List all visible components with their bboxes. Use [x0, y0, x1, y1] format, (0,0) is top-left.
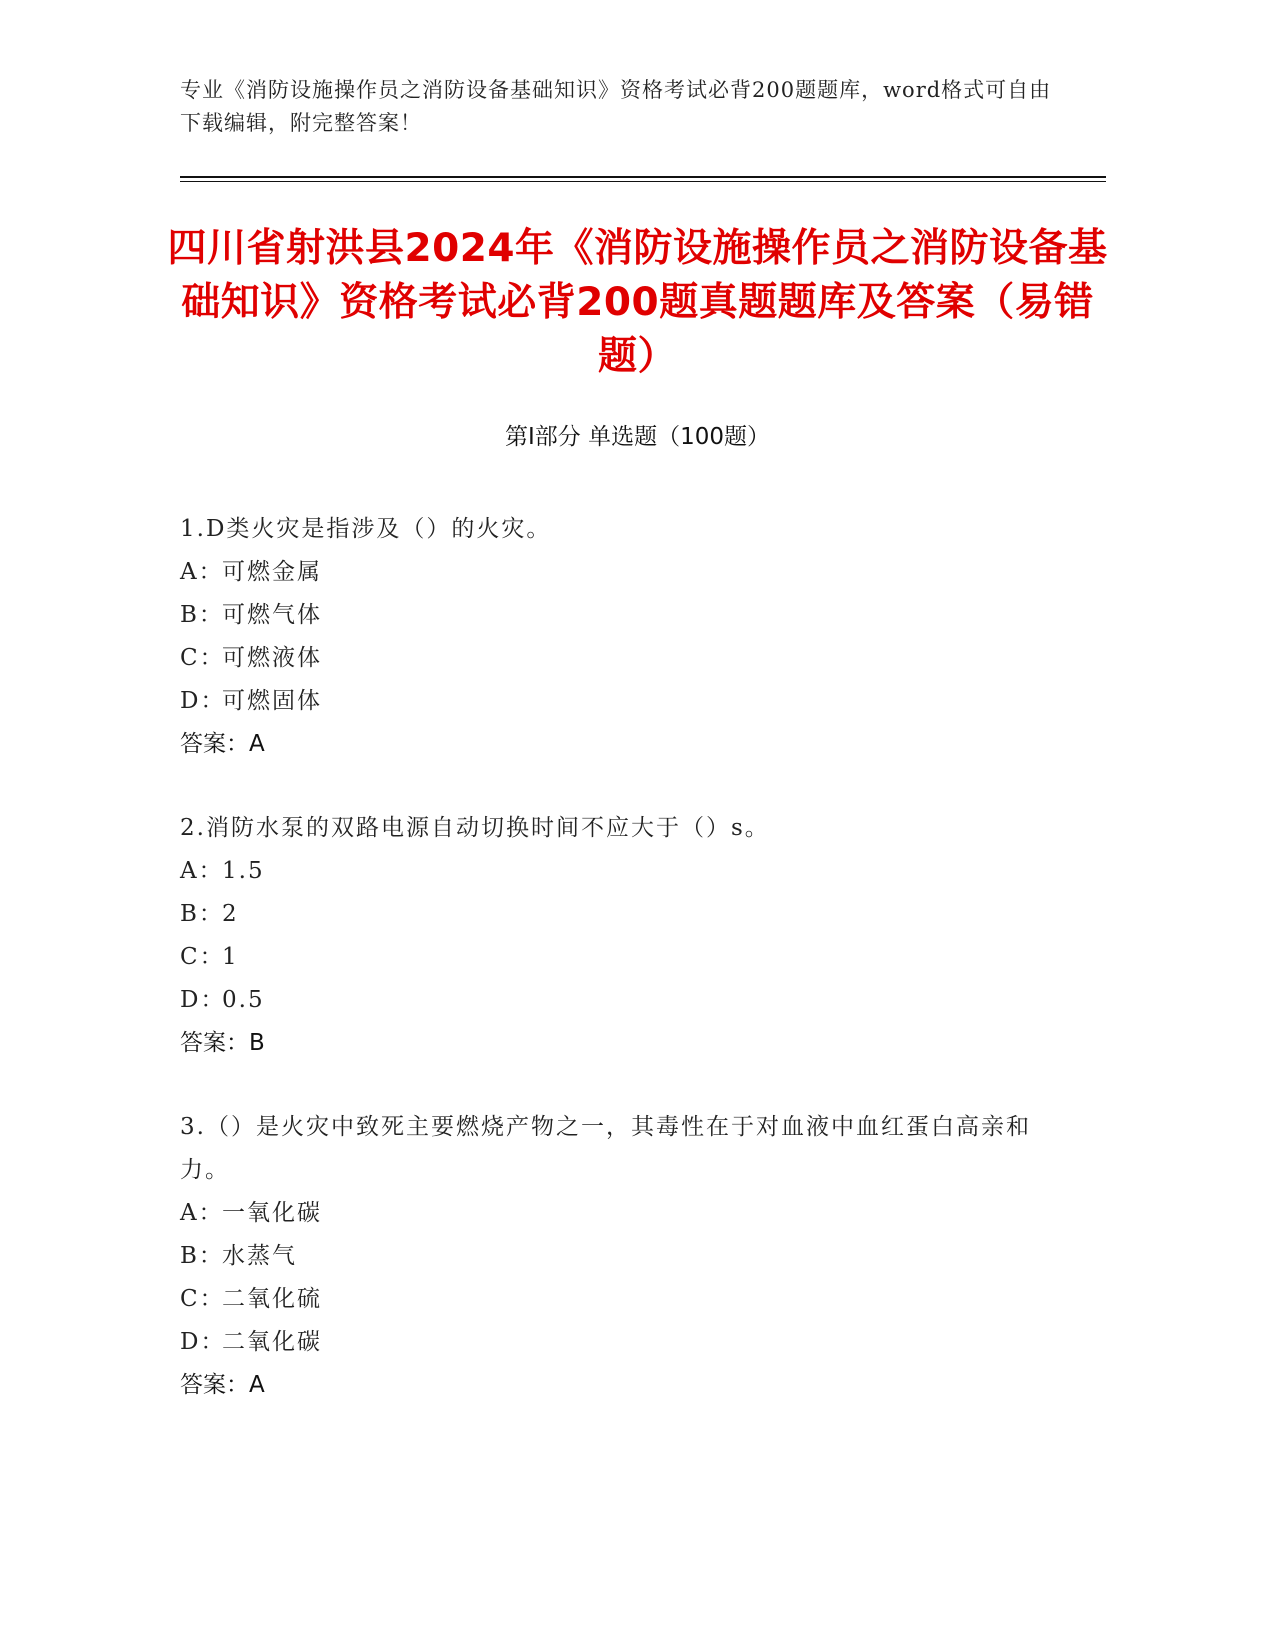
answer-line: 答案：A: [180, 1372, 265, 1398]
option-key: B：: [180, 1243, 224, 1269]
header-divider-thin: [180, 181, 1106, 182]
option-key: B：: [180, 602, 224, 628]
option-key: D：: [180, 987, 226, 1013]
option-text: 可燃液体: [222, 645, 322, 671]
option-b: [180, 1235, 1040, 1278]
option-text: 2: [222, 901, 239, 927]
option-key: D：: [180, 688, 226, 714]
option-key: A：: [180, 559, 224, 585]
option-text: 二氧化碳: [222, 1329, 322, 1355]
option-text: 一氧化碳: [222, 1200, 322, 1226]
option-d: [180, 1321, 1040, 1364]
answer-line: 答案：A: [180, 731, 265, 757]
option-text: 水蒸气: [222, 1243, 297, 1269]
option-key: D：: [180, 1329, 226, 1355]
option-text: 1.5: [222, 858, 265, 884]
answer-line: 答案：B: [180, 1030, 265, 1056]
question-2: [180, 807, 1040, 1065]
option-d: [180, 680, 1040, 723]
option-a: [180, 1192, 1040, 1235]
question-stem: 1.D类火灾是指涉及（）的火灾。: [180, 516, 552, 542]
header-divider-thick: [180, 176, 1106, 178]
option-c: [180, 936, 1040, 979]
option-text: 0.5: [222, 987, 265, 1013]
document-title: 四川省射洪县2024年《消防设施操作员之消防设备基础知识》资格考试必背200题真题题库及答案（易错题）: [167, 226, 1108, 379]
question-1: [180, 508, 1040, 766]
question-stem: 2.消防水泵的双路电源自动切换时间不应大于（）s。: [180, 815, 770, 841]
option-text: 二氧化硫: [222, 1286, 322, 1312]
option-key: C：: [180, 645, 225, 671]
option-key: A：: [180, 858, 224, 884]
option-key: A：: [180, 1200, 224, 1226]
question-list: [180, 508, 1040, 1448]
option-c: [180, 1278, 1040, 1321]
option-key: B：: [180, 901, 224, 927]
option-a: [180, 850, 1040, 893]
option-d: [180, 979, 1040, 1022]
option-key: C：: [180, 1286, 225, 1312]
option-b: [180, 594, 1040, 637]
question-3: [180, 1106, 1040, 1407]
header-note: 专业《消防设施操作员之消防设备基础知识》资格考试必背200题题库，word格式可自由下载编辑，附完整答案！: [180, 78, 1052, 135]
option-text: 可燃金属: [222, 559, 322, 585]
option-text: 1: [222, 944, 239, 970]
option-c: [180, 637, 1040, 680]
option-text: 可燃气体: [222, 602, 322, 628]
option-a: [180, 551, 1040, 594]
question-stem: 3.（）是火灾中致死主要燃烧产物之一，其毒性在于对血液中血红蛋白高亲和力。: [180, 1114, 1031, 1183]
section-heading: 第Ⅰ部分 单选题（100题）: [505, 424, 770, 450]
option-key: C：: [180, 944, 225, 970]
option-text: 可燃固体: [222, 688, 322, 714]
option-b: [180, 893, 1040, 936]
